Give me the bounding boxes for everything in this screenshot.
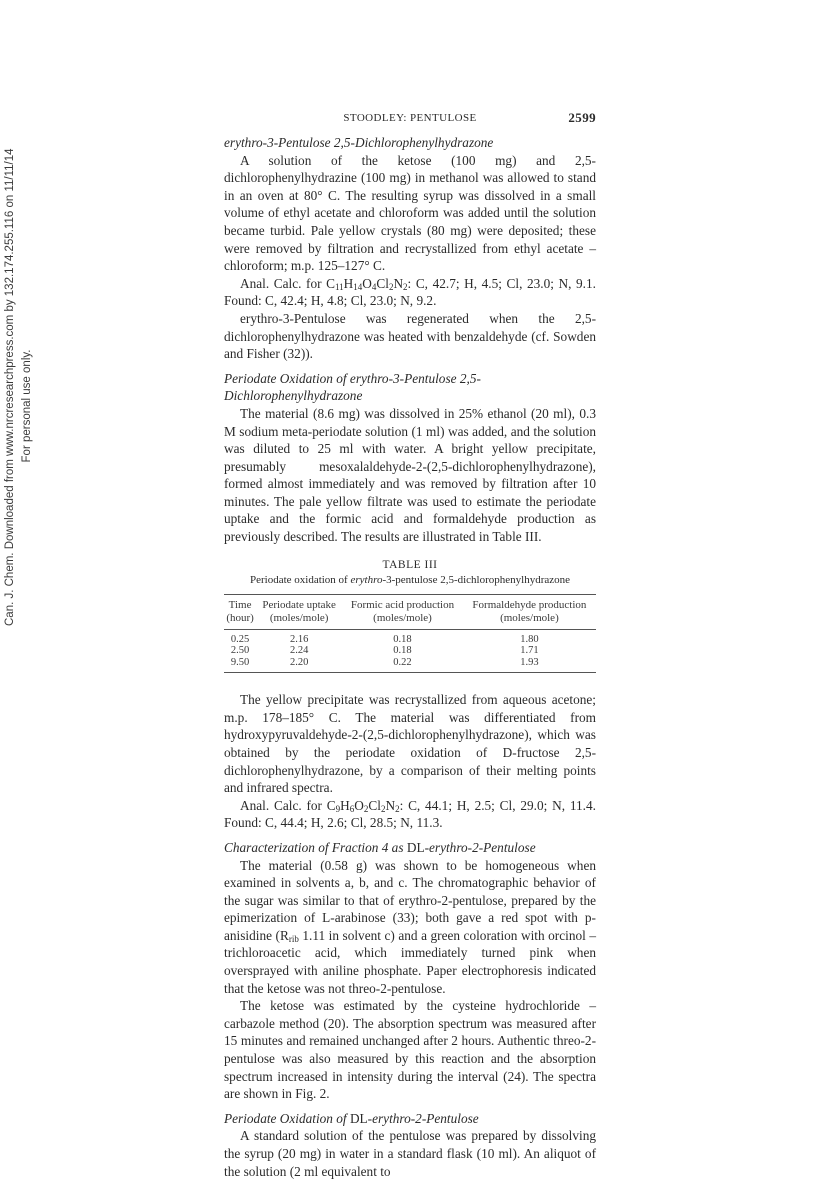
table-title: TABLE III [382, 558, 438, 571]
section-heading: erythro-3-Pentulose 2,5-Dichlorophenylhydrazone [224, 135, 494, 150]
download-notice [2, 148, 48, 626]
paragraph: The yellow precipitate was recrystallized from aqueous acetone; m.p. 178–185° C. The material was differentiated from hydroxypyruvaldehyde-2-(2,5-dichlorophenylhydrazone), which was obtained by the periodate oxidation of D-fructose 2,5-dichlorophenylhydrazone, by a comparison of their melting points and infrared spectra. [224, 692, 596, 796]
table-header: Periodate uptake (moles/mole) [262, 598, 336, 624]
page-body [224, 134, 596, 1180]
section-heading: Periodate Oxidation of erythro-3-Pentulose 2,5-Dichlorophenylhydrazone [224, 370, 481, 404]
download-notice-line1: Can. J. Chem. Downloaded from www.nrcresearchpress.com by 132.174.255.116 on 11/11/14 [4, 148, 16, 626]
paragraph: The material (0.58 g) was shown to be homogeneous when examined in solvents a, b, and c. The chromatographic behavior of the sugar was similar to that of erythro-2-pentulose, prepared by the epimerization of L-arabinose (33); both gave a red spot with p-anisidine ($R_{rib}$ 1.11 in solvent c) and a green coloration with orcinol – trichloroacetic acid, which immediately turned pink when oversprayed with aniline phosphate. Paper electrophoresis indicated that the ketose was not threo-2-pentulose. [224, 857, 596, 996]
analysis-line: Anal. Calc. for $C_{11}H_{14}O_4Cl_2N_2$: C, 42.7; H, 4.5; Cl, 23.0; N, 9.1. Found: C, 42.4; H, 4.8; Cl, 23.0; N, 9.2. [224, 275, 596, 309]
table-row: 2.50 2.24 0.18 1.71 [230, 645, 539, 657]
download-notice-line2: For personal use only. [21, 349, 33, 463]
paragraph: erythro-3-Pentulose was regenerated when the 2,5-dichlorophenylhydrazone was heated with benzaldehyde (cf. Sowden and Fisher (32)). [224, 310, 596, 362]
table-row: 0.25 2.16 0.18 1.80 [230, 633, 539, 645]
table-header: Formaldehyde production (moles/mole) [472, 598, 587, 624]
running-title: STOODLEY: PENTULOSE [343, 112, 477, 124]
table-row: 9.50 2.20 0.22 1.93 [224, 657, 596, 673]
table-header: Time (hour) [226, 598, 254, 624]
running-header [224, 109, 596, 129]
table-header: Formic acid production (moles/mole) [350, 598, 455, 624]
paragraph: The ketose was estimated by the cysteine hydrochloride – carbazole method (20). The absorption spectrum was measured after 15 minutes and remained unchanged after 2 hours. Authentic threo-2-pentulose was also measured by this reaction and the absorption spectrum increased in intensity during the interval (24). The spectra are shown in Fig. 2. [224, 998, 596, 1102]
table-caption: Periodate oxidation of erythro-3-pentulose 2,5-dichlorophenylhydrazone [249, 573, 571, 586]
paragraph: A solution of the ketose (100 mg) and 2,5-dichlorophenylhydrazine (100 mg) in methanol was allowed to stand in an oven at 80° C. The resulting syrup was dissolved in a small volume of ethyl acetate and chloroform was added until the solution became turbid. Pale yellow crystals (80 mg) were deposited; these were removed by filtration and recrystallized from ethyl acetate – chloroform; m.p. 125–127° C. [224, 152, 596, 274]
page-number: 2599 [568, 110, 596, 125]
paragraph: A standard solution of the pentulose was prepared by dissolving the syrup (20 mg) in water in a standard flask (10 ml). An aliquot of the solution (2 ml equivalent to [224, 1128, 596, 1179]
results-table [224, 594, 596, 674]
analysis-line: Anal. Calc. for $C_9H_6O_2Cl_2N_2$: C, 44.1; H, 2.5; Cl, 29.0; N, 11.4. Found: C, 44.4; H, 2.6; Cl, 28.5; N, 11.3. [224, 797, 596, 831]
section-heading: Periodate Oxidation of DL-erythro-2-Pentulose [224, 1110, 479, 1126]
paragraph: The material (8.6 mg) was dissolved in 25% ethanol (20 ml), 0.3 M sodium meta-periodate solution (1 ml) was added, and the solution was diluted to 25 ml with water. A bright yellow precipitate, presumably mesoxalaldehyde-2-(2,5-dichlorophenylhydrazone), formed almost immediately and was removed by filtration after 10 minutes. The pale yellow filtrate was used to estimate the periodate uptake and the formic acid and formaldehyde production as previously described. The results are illustrated in Table III. [224, 405, 596, 545]
section-heading: Characterization of Fraction 4 as DL-erythro-2-Pentulose [224, 839, 536, 855]
